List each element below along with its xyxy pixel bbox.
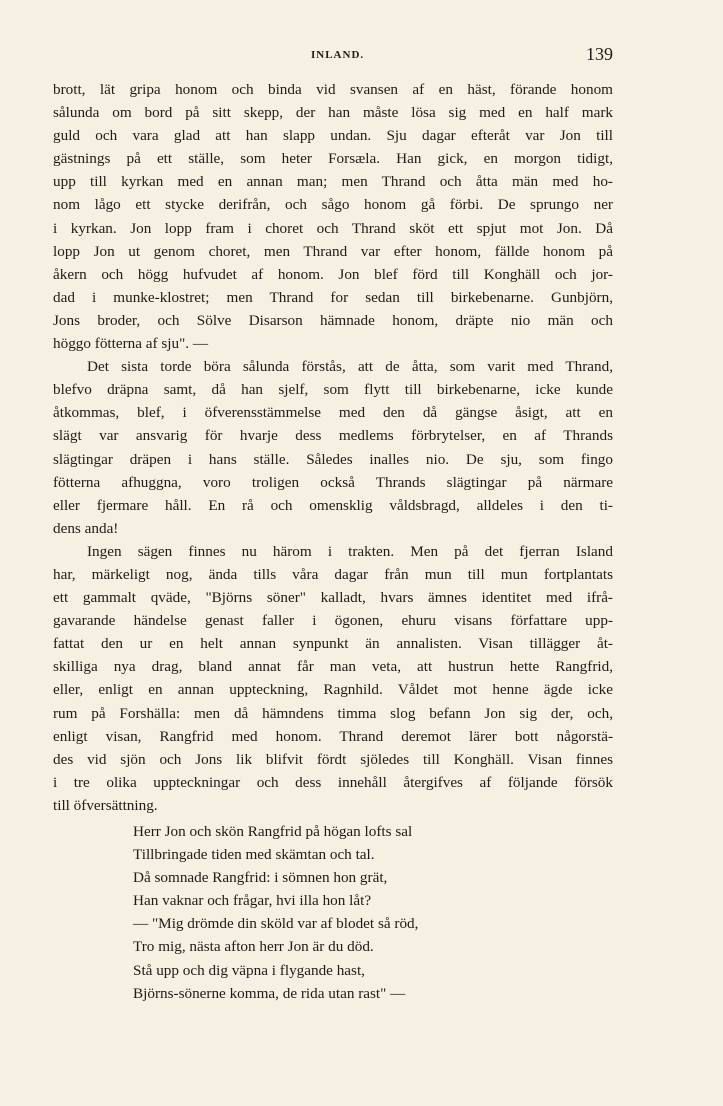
text-line: eller, enligt en annan uppteckning, Ragnhild. Våldet mot henne ägde icke xyxy=(53,681,613,699)
text-line: enligt visan, Rangfrid med honom. Thrand deremot lärer bott någorstä- xyxy=(53,727,613,745)
text-line: Jons broder, och Sölve Disarson hämnade honom, dräpte nio män och xyxy=(53,311,613,329)
verse-line: Tro mig, nästa afton herr Jon är du död. xyxy=(133,938,374,956)
text-line: höggo fötterna af sju". — xyxy=(53,335,209,353)
paragraph xyxy=(53,540,613,817)
text-line: i kyrkan. Jon lopp fram i choret och Thrand sköt ett spjut mot Jon. Då xyxy=(53,219,613,237)
body-text xyxy=(53,78,613,817)
verse-line: Björns-sönerne komma, de rida utan rast" — xyxy=(133,984,406,1002)
text-line: eller fjermare håll. En rå och omensklig våldsbragd, alldeles i den ti- xyxy=(53,496,613,514)
text-line: dad i munke-klostret; men Thrand for sedan till birkebenarne. Gunbjörn, xyxy=(53,288,613,306)
verse-line: — "Mig drömde din sköld var af blodet så röd, xyxy=(133,915,419,933)
verse-block xyxy=(133,820,613,1005)
paragraph xyxy=(53,78,613,355)
verse-line: Tillbringade tiden med skämtan och tal. xyxy=(133,846,375,864)
text-line: har, märkeligt nog, ända tills våra dagar från mun till mun fortplantats xyxy=(53,565,613,583)
verse-line: Då somnade Rangfrid: i sömnen hon grät, xyxy=(133,869,388,887)
text-line: till öfversättning. xyxy=(53,796,158,814)
text-line: slägtingar dräpen i hans ställe. Således inalles nio. De sju, som fingo xyxy=(53,450,613,468)
verse-line: Herr Jon och skön Rangfrid på högan lofts sal xyxy=(133,823,413,840)
running-title: INLAND. xyxy=(311,49,365,61)
text-line: sålunda om bord på sitt skepp, der han måste lösa sig med en half mark xyxy=(53,104,613,122)
verse-line: Han vaknar och frågar, hvi illa hon låt? xyxy=(133,892,372,910)
page-number: 139 xyxy=(586,44,613,64)
text-line: ett gammalt qväde, "Björns söner" kalladt, hvars ämnes identitet med ifrå- xyxy=(53,589,613,607)
text-line: slägt var ansvarig för hvarje dess medlems förbrytelser, en af Thrands xyxy=(53,427,613,445)
text-line: nom lågo ett stycke derifrån, och sågo honom gå förbi. De sprungo ner xyxy=(53,196,613,214)
text-line: upp till kyrkan med en annan man; men Thrand och åtta män med ho- xyxy=(53,173,613,191)
text-line: fattat den ur en helt annan synpunkt än annalisten. Visan tillägger åt- xyxy=(53,635,613,653)
text-line: rum på Forshälla: men då hämndens timma slog befann Jon sig der, och, xyxy=(53,704,613,722)
text-line: brott, lät gripa honom och binda vid svansen af en häst, förande honom xyxy=(53,81,613,98)
text-line: åtkommas, blef, i öfverensstämmelse med den då gängse åsigt, att en xyxy=(53,404,613,422)
text-line: Det sista torde böra sålunda förstås, att de åtta, som varit med Thrand, xyxy=(87,358,613,376)
text-line: i tre olika uppteckningar och dess innehåll återgifves af följande försök xyxy=(53,773,613,791)
text-line: skilliga nya drag, bland annat får man veta, att hustrun hette Rangfrid, xyxy=(53,658,613,676)
text-line: gavarande händelse genast faller i ögonen, ehuru visans författare upp- xyxy=(53,612,613,630)
text-line: lopp Jon ut genom choret, men Thrand var efter honom, fällde honom på xyxy=(53,242,613,260)
text-line: blefvo dräpna samt, då han sjelf, som flytt till birkebenarne, icke kunde xyxy=(53,381,613,399)
text-line: åkern och högg hufvudet af honom. Jon blef förd till Konghäll och jor- xyxy=(53,265,613,283)
page-header xyxy=(53,44,613,68)
verse-line: Stå upp och dig väpna i flygande hast, xyxy=(133,961,365,979)
text-line: gästnings på ett ställe, som heter Forsæla. Han gick, en morgon tidigt, xyxy=(53,150,613,168)
text-line: dens anda! xyxy=(53,519,119,537)
paragraph xyxy=(53,355,613,540)
text-line: Ingen sägen finnes nu härom i trakten. Men på det fjerran Island xyxy=(87,542,613,560)
text-line: guld och vara glad att han slapp undan. Sju dagar efteråt var Jon till xyxy=(53,127,613,145)
text-line: fötterna afhuggna, voro troligen också Thrands slägtingar på närmare xyxy=(53,473,613,491)
text-line: des vid sjön och Jons lik blifvit fördt sjöledes till Konghäll. Visan finnes xyxy=(53,750,613,768)
